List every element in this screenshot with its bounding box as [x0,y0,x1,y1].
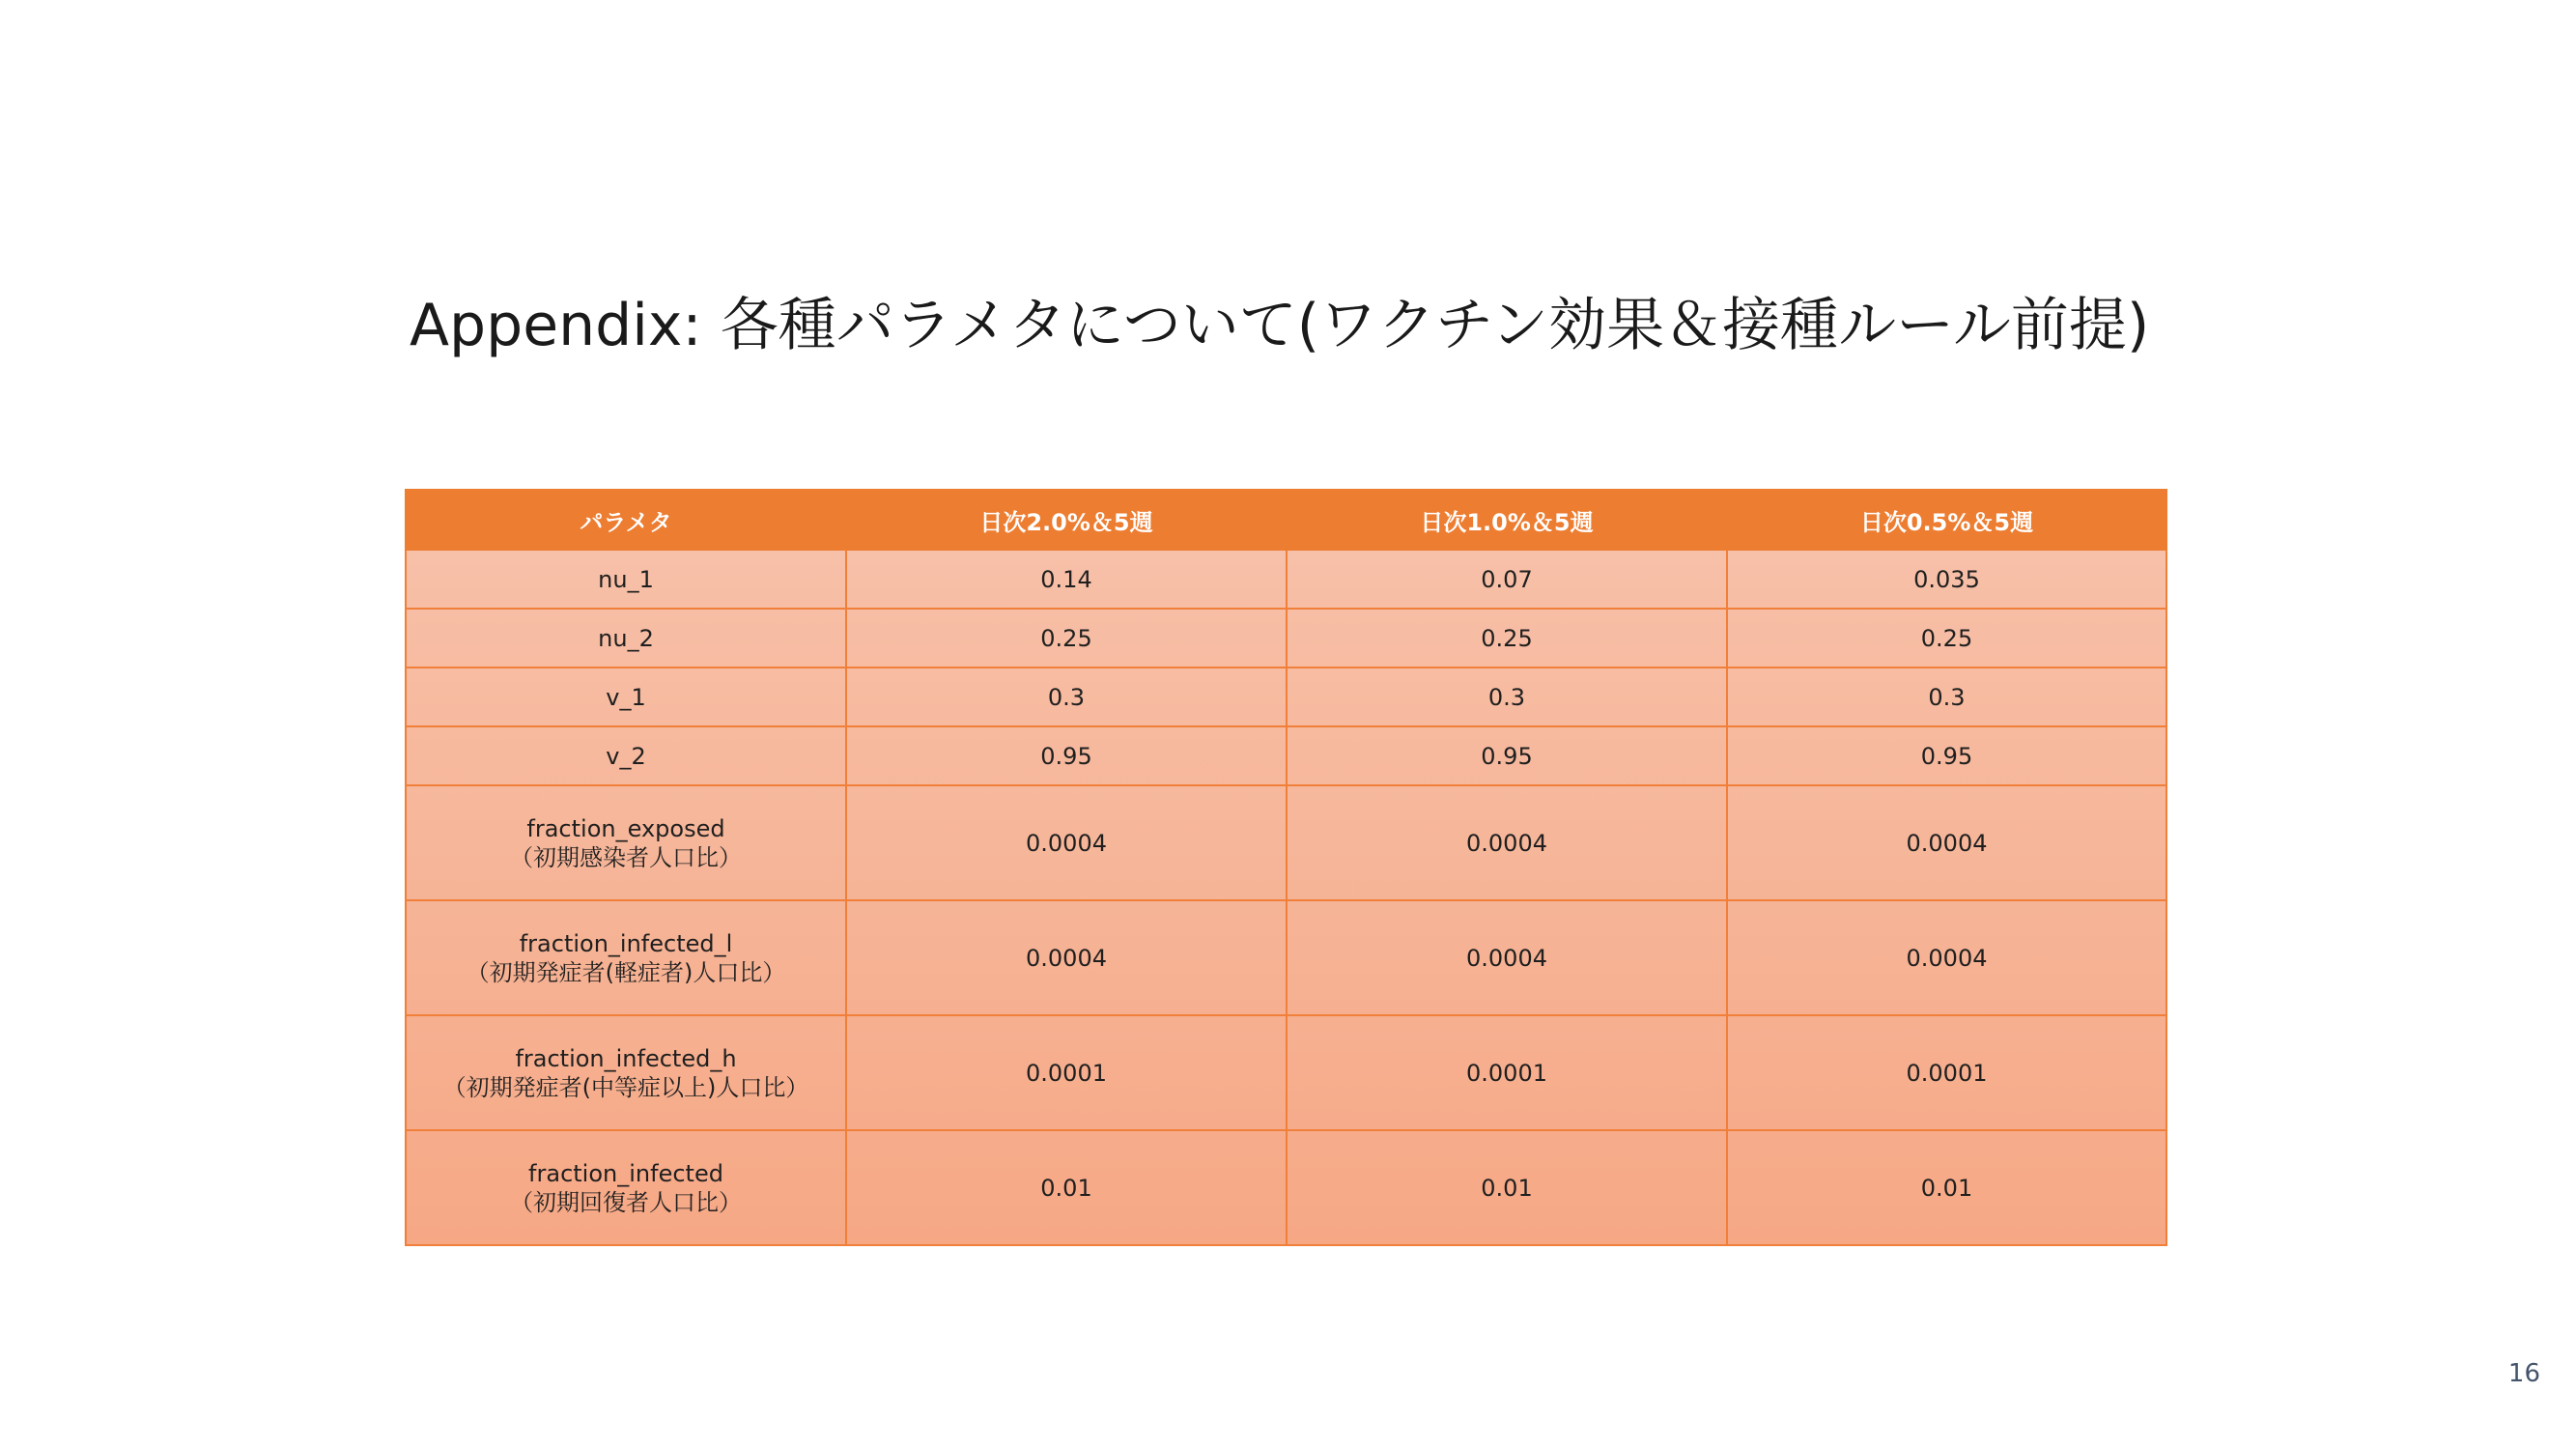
param-name: fraction_exposed [526,814,725,842]
slide-title: Appendix: 各種パラメタについて(ワクチン効果＆接種ルール前提) [410,292,2150,359]
value-cell: 0.01 [1287,1130,1727,1245]
table-row [406,609,2166,668]
table-row [406,668,2166,726]
value-cell: 0.035 [1727,550,2166,609]
value-cell: 0.25 [1287,609,1727,668]
param-name: v_2 [606,742,646,770]
value-cell: 0.0004 [1727,900,2166,1015]
param-cell [406,1130,846,1245]
value-cell: 0.07 [1287,550,1727,609]
param-cell [406,900,846,1015]
param-name: v_1 [606,683,646,711]
param-name: nu_1 [598,565,654,593]
param-cell [406,785,846,900]
param-cell [406,668,846,726]
param-description: （初期回復者人口比） [510,1188,742,1216]
value-cell: 0.3 [846,668,1287,726]
param-description: （初期発症者(軽症者)人口比） [466,958,786,986]
page-number: 16 [2507,1359,2540,1388]
parameter-table [405,489,2167,1246]
value-cell: 0.0004 [1727,785,2166,900]
table-row [406,785,2166,900]
table-row [406,900,2166,1015]
table-row [406,550,2166,609]
value-cell: 0.3 [1727,668,2166,726]
header-daily-0-5-percent: 日次0.5%＆5週 [1727,490,2166,550]
value-cell: 0.25 [846,609,1287,668]
header-daily-2-percent: 日次2.0%＆5週 [846,490,1287,550]
table-row [406,726,2166,785]
table-row [406,1015,2166,1130]
param-name: fraction_infected_h [515,1044,737,1072]
param-name: fraction_infected [528,1159,723,1187]
value-cell: 0.0004 [1287,900,1727,1015]
param-name: fraction_infected_l [519,929,733,957]
value-cell: 0.14 [846,550,1287,609]
value-cell: 0.0004 [1287,785,1727,900]
param-description: （初期発症者(中等症以上)人口比） [442,1073,809,1101]
param-cell [406,550,846,609]
value-cell: 0.0004 [846,900,1287,1015]
value-cell: 0.25 [1727,609,2166,668]
value-cell: 0.0001 [846,1015,1287,1130]
param-cell [406,726,846,785]
value-cell: 0.95 [846,726,1287,785]
header-daily-1-percent: 日次1.0%＆5週 [1287,490,1727,550]
value-cell: 0.0001 [1727,1015,2166,1130]
value-cell: 0.0001 [1287,1015,1727,1130]
param-description: （初期感染者人口比） [510,843,742,871]
param-cell [406,1015,846,1130]
value-cell: 0.01 [1727,1130,2166,1245]
param-name: nu_2 [598,624,654,652]
value-cell: 0.95 [1727,726,2166,785]
table-row [406,1130,2166,1245]
value-cell: 0.3 [1287,668,1727,726]
param-cell [406,609,846,668]
value-cell: 0.01 [846,1130,1287,1245]
value-cell: 0.0004 [846,785,1287,900]
header-parameter: パラメタ [406,490,846,550]
value-cell: 0.95 [1287,726,1727,785]
table-header-row [406,490,2166,550]
